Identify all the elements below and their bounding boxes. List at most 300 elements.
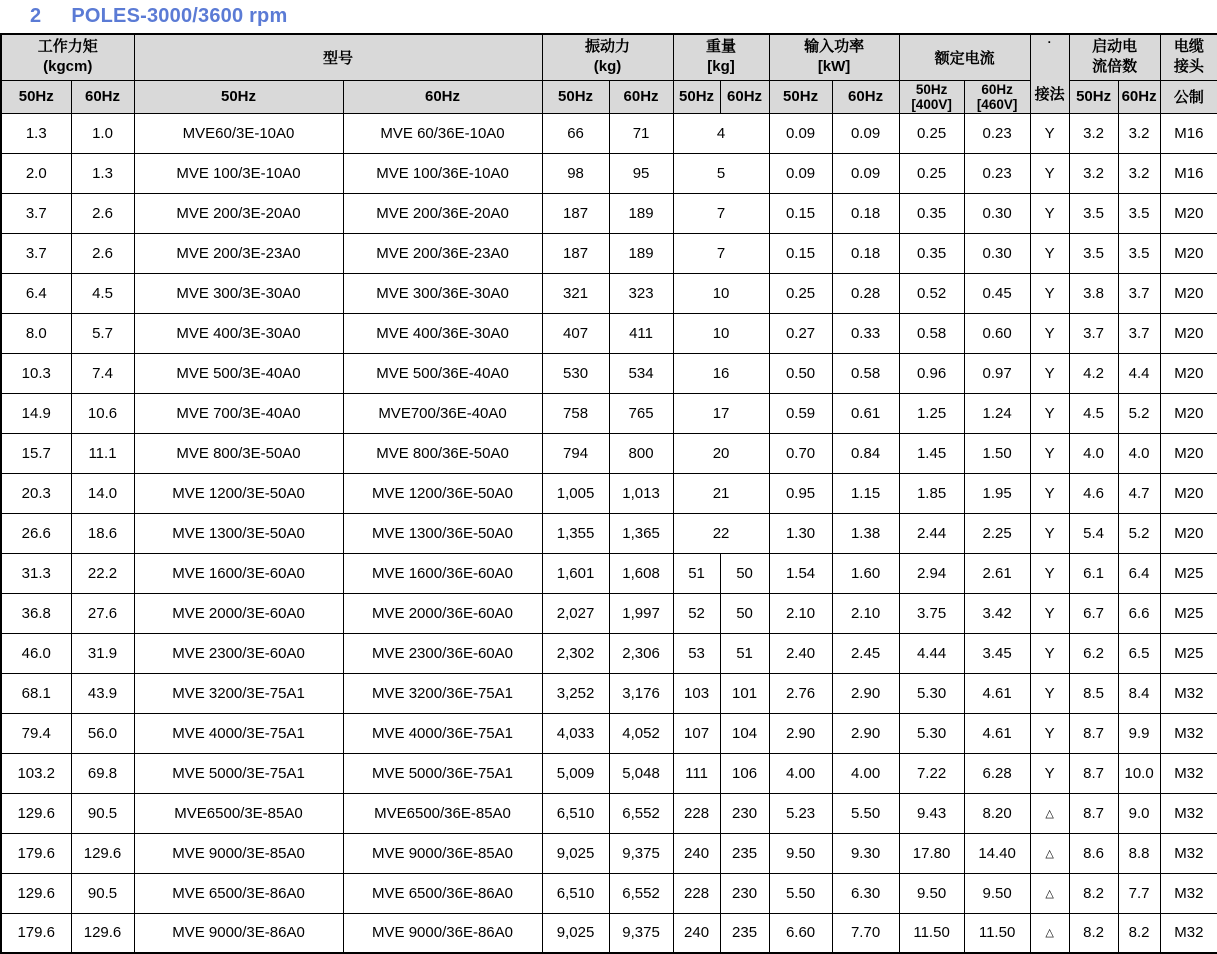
cell-connection: Y	[1030, 473, 1069, 513]
cell-vibration-50hz: 2,027	[542, 593, 609, 633]
cell-weight-50hz: 5	[673, 153, 769, 193]
subheader-power-50hz: 50Hz	[769, 80, 832, 113]
cell-cable-gland: M32	[1160, 753, 1217, 793]
cell-vibration-50hz: 4,033	[542, 713, 609, 753]
cell-power-50hz: 0.27	[769, 313, 832, 353]
cell-start-ratio-50hz: 4.0	[1069, 433, 1118, 473]
cell-power-60hz: 2.90	[832, 713, 899, 753]
cell-connection: Y	[1030, 153, 1069, 193]
cell-vibration-60hz: 800	[609, 433, 673, 473]
cell-torque-50hz: 3.7	[1, 193, 71, 233]
cell-current-60hz: 0.45	[964, 273, 1030, 313]
cell-current-50hz: 17.80	[899, 833, 964, 873]
cell-current-60hz: 0.97	[964, 353, 1030, 393]
cell-start-ratio-60hz: 9.0	[1118, 793, 1160, 833]
subheader-torque-50hz: 50Hz	[1, 80, 71, 113]
cell-weight-50hz: 4	[673, 113, 769, 153]
cell-current-50hz: 9.43	[899, 793, 964, 833]
cell-vibration-50hz: 187	[542, 233, 609, 273]
cell-torque-60hz: 1.3	[71, 153, 134, 193]
cell-power-60hz: 1.38	[832, 513, 899, 553]
cell-torque-50hz: 179.6	[1, 833, 71, 873]
cell-start-ratio-60hz: 3.5	[1118, 193, 1160, 233]
cell-start-ratio-50hz: 4.6	[1069, 473, 1118, 513]
cell-vibration-60hz: 534	[609, 353, 673, 393]
cell-vibration-60hz: 6,552	[609, 873, 673, 913]
cell-current-60hz: 9.50	[964, 873, 1030, 913]
cell-weight-50hz: 7	[673, 193, 769, 233]
cell-power-50hz: 0.15	[769, 233, 832, 273]
cell-start-ratio-50hz: 5.4	[1069, 513, 1118, 553]
cell-current-60hz: 4.61	[964, 713, 1030, 753]
cell-current-60hz: 6.28	[964, 753, 1030, 793]
cell-start-ratio-50hz: 3.8	[1069, 273, 1118, 313]
table-row	[1, 713, 1217, 753]
cell-torque-60hz: 4.5	[71, 273, 134, 313]
cell-start-ratio-60hz: 4.7	[1118, 473, 1160, 513]
subheader-vibration-50hz: 50Hz	[542, 80, 609, 113]
cell-start-ratio-60hz: 8.2	[1118, 913, 1160, 953]
cell-torque-50hz: 46.0	[1, 633, 71, 673]
cell-start-ratio-60hz: 3.5	[1118, 233, 1160, 273]
cell-torque-50hz: 26.6	[1, 513, 71, 553]
cell-cable-gland: M20	[1160, 353, 1217, 393]
cell-power-50hz: 1.30	[769, 513, 832, 553]
cell-torque-50hz: 31.3	[1, 553, 71, 593]
cell-vibration-60hz: 1,013	[609, 473, 673, 513]
cell-start-ratio-50hz: 8.6	[1069, 833, 1118, 873]
cell-vibration-60hz: 323	[609, 273, 673, 313]
cell-power-50hz: 1.54	[769, 553, 832, 593]
header-torque: 工作力矩 (kgcm)	[1, 34, 134, 80]
header-weight: 重量 [kg]	[673, 34, 769, 80]
cell-vibration-60hz: 411	[609, 313, 673, 353]
cell-model-50hz: MVE 2000/3E-60A0	[134, 593, 343, 633]
cell-start-ratio-50hz: 3.5	[1069, 193, 1118, 233]
cell-current-50hz: 9.50	[899, 873, 964, 913]
cell-current-60hz: 0.23	[964, 113, 1030, 153]
cell-power-60hz: 0.84	[832, 433, 899, 473]
header-connection-label: 接法	[1034, 86, 1065, 104]
section-number: 2	[30, 5, 42, 27]
cell-model-50hz: MVE 9000/3E-85A0	[134, 833, 343, 873]
cell-power-60hz: 0.09	[832, 113, 899, 153]
subheader-start-50hz: 50Hz	[1069, 80, 1118, 113]
cell-power-60hz: 0.33	[832, 313, 899, 353]
section-title-text: POLES-3000/3600 rpm	[71, 5, 288, 27]
cell-model-50hz: MVE 300/3E-30A0	[134, 273, 343, 313]
cell-model-50hz: MVE60/3E-10A0	[134, 113, 343, 153]
cell-power-60hz: 2.45	[832, 633, 899, 673]
table-row	[1, 633, 1217, 673]
cell-weight-60hz: 106	[720, 753, 769, 793]
cell-start-ratio-50hz: 8.7	[1069, 713, 1118, 753]
cell-weight-50hz: 52	[673, 593, 720, 633]
cell-cable-gland: M32	[1160, 673, 1217, 713]
table-row	[1, 593, 1217, 633]
cell-vibration-50hz: 66	[542, 113, 609, 153]
cell-power-60hz: 0.61	[832, 393, 899, 433]
cell-current-50hz: 2.44	[899, 513, 964, 553]
cell-current-50hz: 0.96	[899, 353, 964, 393]
cell-torque-60hz: 1.0	[71, 113, 134, 153]
table-row	[1, 153, 1217, 193]
cell-current-60hz: 11.50	[964, 913, 1030, 953]
cell-model-50hz: MVE 9000/3E-86A0	[134, 913, 343, 953]
cell-vibration-60hz: 1,997	[609, 593, 673, 633]
cell-vibration-60hz: 71	[609, 113, 673, 153]
cell-model-60hz: MVE 6500/36E-86A0	[343, 873, 542, 913]
cell-weight-50hz: 111	[673, 753, 720, 793]
cell-power-60hz: 5.50	[832, 793, 899, 833]
cell-start-ratio-50hz: 8.7	[1069, 793, 1118, 833]
cell-vibration-50hz: 5,009	[542, 753, 609, 793]
cell-torque-60hz: 27.6	[71, 593, 134, 633]
cell-connection: Y	[1030, 633, 1069, 673]
cell-connection: Y	[1030, 193, 1069, 233]
cell-weight-50hz: 7	[673, 233, 769, 273]
cell-connection: Y	[1030, 433, 1069, 473]
table-row	[1, 913, 1217, 953]
cell-power-60hz: 0.18	[832, 193, 899, 233]
subheader-metric: 公制	[1160, 80, 1217, 113]
cell-connection: Y	[1030, 553, 1069, 593]
cell-model-50hz: MVE 400/3E-30A0	[134, 313, 343, 353]
cell-start-ratio-60hz: 3.7	[1118, 273, 1160, 313]
header-vibration: 振动力 (kg)	[542, 34, 673, 80]
cell-vibration-60hz: 95	[609, 153, 673, 193]
cell-power-60hz: 0.09	[832, 153, 899, 193]
cell-power-50hz: 2.90	[769, 713, 832, 753]
cell-torque-50hz: 14.9	[1, 393, 71, 433]
cell-current-60hz: 8.20	[964, 793, 1030, 833]
cell-cable-gland: M32	[1160, 793, 1217, 833]
cell-current-50hz: 7.22	[899, 753, 964, 793]
cell-cable-gland: M16	[1160, 153, 1217, 193]
cell-vibration-60hz: 4,052	[609, 713, 673, 753]
cell-vibration-60hz: 5,048	[609, 753, 673, 793]
cell-torque-50hz: 10.3	[1, 353, 71, 393]
cell-start-ratio-60hz: 4.0	[1118, 433, 1160, 473]
cell-vibration-60hz: 6,552	[609, 793, 673, 833]
table-row	[1, 113, 1217, 153]
cell-model-50hz: MVE 200/3E-23A0	[134, 233, 343, 273]
cell-model-50hz: MVE 1300/3E-50A0	[134, 513, 343, 553]
subheader-power-60hz: 60Hz	[832, 80, 899, 113]
table-row	[1, 433, 1217, 473]
cell-weight-60hz: 104	[720, 713, 769, 753]
cell-torque-50hz: 8.0	[1, 313, 71, 353]
cell-weight-50hz: 240	[673, 833, 720, 873]
cell-current-60hz: 0.60	[964, 313, 1030, 353]
cell-torque-50hz: 179.6	[1, 913, 71, 953]
header-starting-current-ratio: 启动电 流倍数	[1069, 34, 1160, 80]
cell-power-60hz: 2.10	[832, 593, 899, 633]
cell-start-ratio-60hz: 8.4	[1118, 673, 1160, 713]
cell-connection: Y	[1030, 673, 1069, 713]
cell-power-60hz: 0.28	[832, 273, 899, 313]
cell-current-50hz: 3.75	[899, 593, 964, 633]
cell-connection: △	[1030, 913, 1069, 953]
cell-model-60hz: MVE700/36E-40A0	[343, 393, 542, 433]
cell-torque-60hz: 7.4	[71, 353, 134, 393]
cell-model-60hz: MVE 200/36E-20A0	[343, 193, 542, 233]
cell-current-60hz: 2.25	[964, 513, 1030, 553]
cell-vibration-50hz: 2,302	[542, 633, 609, 673]
cell-weight-50hz: 21	[673, 473, 769, 513]
cell-weight-50hz: 107	[673, 713, 720, 753]
cell-vibration-60hz: 3,176	[609, 673, 673, 713]
cell-current-60hz: 0.23	[964, 153, 1030, 193]
cell-start-ratio-50hz: 4.2	[1069, 353, 1118, 393]
cell-cable-gland: M25	[1160, 553, 1217, 593]
cell-start-ratio-60hz: 5.2	[1118, 513, 1160, 553]
subheader-weight-60hz: 60Hz	[720, 80, 769, 113]
cell-current-60hz: 2.61	[964, 553, 1030, 593]
cell-model-50hz: MVE 4000/3E-75A1	[134, 713, 343, 753]
header-rated-current: 额定电流	[899, 34, 1030, 80]
cell-start-ratio-50hz: 8.5	[1069, 673, 1118, 713]
cell-start-ratio-50hz: 8.7	[1069, 753, 1118, 793]
cell-start-ratio-60hz: 7.7	[1118, 873, 1160, 913]
cell-current-60hz: 4.61	[964, 673, 1030, 713]
cell-connection: Y	[1030, 353, 1069, 393]
cell-weight-50hz: 20	[673, 433, 769, 473]
cell-cable-gland: M20	[1160, 313, 1217, 353]
table-header	[1, 34, 1217, 113]
table-row	[1, 793, 1217, 833]
cell-power-50hz: 0.09	[769, 113, 832, 153]
cell-power-60hz: 4.00	[832, 753, 899, 793]
table-row	[1, 753, 1217, 793]
cell-torque-60hz: 2.6	[71, 193, 134, 233]
cell-model-50hz: MVE 5000/3E-75A1	[134, 753, 343, 793]
cell-vibration-50hz: 6,510	[542, 873, 609, 913]
table-row	[1, 513, 1217, 553]
cell-torque-50hz: 68.1	[1, 673, 71, 713]
cell-power-50hz: 0.25	[769, 273, 832, 313]
table-row	[1, 673, 1217, 713]
cell-model-60hz: MVE 1600/36E-60A0	[343, 553, 542, 593]
cell-power-50hz: 5.23	[769, 793, 832, 833]
cell-cable-gland: M20	[1160, 473, 1217, 513]
cell-vibration-60hz: 765	[609, 393, 673, 433]
cell-vibration-60hz: 2,306	[609, 633, 673, 673]
cell-torque-50hz: 103.2	[1, 753, 71, 793]
cell-torque-60hz: 43.9	[71, 673, 134, 713]
cell-model-50hz: MVE6500/3E-85A0	[134, 793, 343, 833]
cell-current-50hz: 1.45	[899, 433, 964, 473]
cell-model-60hz: MVE 5000/36E-75A1	[343, 753, 542, 793]
cell-torque-60hz: 56.0	[71, 713, 134, 753]
cell-current-60hz: 1.95	[964, 473, 1030, 513]
cell-connection: △	[1030, 873, 1069, 913]
table-row	[1, 233, 1217, 273]
cell-model-50hz: MVE 200/3E-20A0	[134, 193, 343, 233]
cell-torque-60hz: 2.6	[71, 233, 134, 273]
table-row	[1, 833, 1217, 873]
cell-model-50hz: MVE 2300/3E-60A0	[134, 633, 343, 673]
cell-current-50hz: 0.25	[899, 113, 964, 153]
cell-vibration-50hz: 758	[542, 393, 609, 433]
table-body	[1, 113, 1217, 953]
cell-weight-60hz: 50	[720, 553, 769, 593]
cell-start-ratio-60hz: 3.2	[1118, 153, 1160, 193]
cell-connection: Y	[1030, 753, 1069, 793]
cell-current-50hz: 2.94	[899, 553, 964, 593]
cell-cable-gland: M25	[1160, 593, 1217, 633]
cell-start-ratio-50hz: 8.2	[1069, 873, 1118, 913]
cell-vibration-60hz: 189	[609, 233, 673, 273]
cell-torque-60hz: 22.2	[71, 553, 134, 593]
cell-model-60hz: MVE 1200/36E-50A0	[343, 473, 542, 513]
table-row	[1, 273, 1217, 313]
cell-cable-gland: M20	[1160, 233, 1217, 273]
cell-current-50hz: 5.30	[899, 673, 964, 713]
subheader-start-60hz: 60Hz	[1118, 80, 1160, 113]
cell-power-50hz: 9.50	[769, 833, 832, 873]
cell-torque-50hz: 79.4	[1, 713, 71, 753]
subheader-weight-50hz: 50Hz	[673, 80, 720, 113]
cell-current-50hz: 4.44	[899, 633, 964, 673]
cell-cable-gland: M20	[1160, 513, 1217, 553]
cell-torque-50hz: 129.6	[1, 873, 71, 913]
cell-weight-60hz: 235	[720, 833, 769, 873]
cell-power-50hz: 0.09	[769, 153, 832, 193]
cell-vibration-50hz: 187	[542, 193, 609, 233]
cell-torque-50hz: 1.3	[1, 113, 71, 153]
cell-connection: Y	[1030, 313, 1069, 353]
cell-start-ratio-50hz: 6.1	[1069, 553, 1118, 593]
cell-current-60hz: 14.40	[964, 833, 1030, 873]
cell-cable-gland: M20	[1160, 193, 1217, 233]
cell-torque-60hz: 129.6	[71, 833, 134, 873]
cell-model-60hz: MVE 9000/36E-86A0	[343, 913, 542, 953]
cell-start-ratio-60hz: 8.8	[1118, 833, 1160, 873]
cell-weight-50hz: 103	[673, 673, 720, 713]
cell-torque-60hz: 69.8	[71, 753, 134, 793]
cell-model-60hz: MVE 500/36E-40A0	[343, 353, 542, 393]
cell-start-ratio-50hz: 8.2	[1069, 913, 1118, 953]
cell-weight-50hz: 53	[673, 633, 720, 673]
cell-vibration-50hz: 794	[542, 433, 609, 473]
cell-start-ratio-60hz: 10.0	[1118, 753, 1160, 793]
table-row	[1, 313, 1217, 353]
cell-vibration-50hz: 98	[542, 153, 609, 193]
cell-vibration-50hz: 321	[542, 273, 609, 313]
cell-current-50hz: 0.58	[899, 313, 964, 353]
cell-connection: Y	[1030, 233, 1069, 273]
cell-weight-50hz: 16	[673, 353, 769, 393]
cell-start-ratio-60hz: 9.9	[1118, 713, 1160, 753]
cell-model-60hz: MVE 4000/36E-75A1	[343, 713, 542, 753]
header-cable-gland: 电缆 接头	[1160, 34, 1217, 80]
cell-torque-50hz: 2.0	[1, 153, 71, 193]
cell-cable-gland: M20	[1160, 393, 1217, 433]
cell-current-50hz: 1.25	[899, 393, 964, 433]
cell-power-50hz: 0.70	[769, 433, 832, 473]
subheader-vibration-60hz: 60Hz	[609, 80, 673, 113]
cell-power-50hz: 0.59	[769, 393, 832, 433]
cell-start-ratio-60hz: 4.4	[1118, 353, 1160, 393]
cell-start-ratio-60hz: 6.5	[1118, 633, 1160, 673]
cell-weight-50hz: 228	[673, 873, 720, 913]
cell-vibration-50hz: 9,025	[542, 913, 609, 953]
cell-weight-60hz: 51	[720, 633, 769, 673]
cell-model-60hz: MVE 800/36E-50A0	[343, 433, 542, 473]
cell-connection: Y	[1030, 713, 1069, 753]
cell-cable-gland: M20	[1160, 273, 1217, 313]
cell-power-60hz: 7.70	[832, 913, 899, 953]
cell-weight-50hz: 228	[673, 793, 720, 833]
cell-model-60hz: MVE 2000/36E-60A0	[343, 593, 542, 633]
cell-current-60hz: 0.30	[964, 233, 1030, 273]
cell-connection: Y	[1030, 513, 1069, 553]
cell-model-60hz: MVE 3200/36E-75A1	[343, 673, 542, 713]
cell-connection: Y	[1030, 393, 1069, 433]
cell-power-50hz: 0.95	[769, 473, 832, 513]
cell-power-50hz: 2.76	[769, 673, 832, 713]
cell-current-50hz: 11.50	[899, 913, 964, 953]
dot-mark: ·	[1047, 35, 1052, 50]
subheader-torque-60hz: 60Hz	[71, 80, 134, 113]
header-input-power: 输入功率 [kW]	[769, 34, 899, 80]
cell-cable-gland: M32	[1160, 913, 1217, 953]
cell-power-50hz: 6.60	[769, 913, 832, 953]
cell-torque-60hz: 14.0	[71, 473, 134, 513]
cell-current-50hz: 0.35	[899, 193, 964, 233]
cell-start-ratio-60hz: 3.7	[1118, 313, 1160, 353]
cell-weight-60hz: 230	[720, 873, 769, 913]
cell-vibration-60hz: 9,375	[609, 833, 673, 873]
table-row	[1, 873, 1217, 913]
cell-torque-60hz: 10.6	[71, 393, 134, 433]
cell-power-60hz: 1.15	[832, 473, 899, 513]
cell-cable-gland: M16	[1160, 113, 1217, 153]
cell-current-60hz: 3.45	[964, 633, 1030, 673]
cell-power-60hz: 1.60	[832, 553, 899, 593]
cell-start-ratio-50hz: 6.7	[1069, 593, 1118, 633]
cell-model-60hz: MVE 60/36E-10A0	[343, 113, 542, 153]
cell-vibration-50hz: 9,025	[542, 833, 609, 873]
cell-weight-60hz: 230	[720, 793, 769, 833]
cell-torque-60hz: 31.9	[71, 633, 134, 673]
cell-current-50hz: 1.85	[899, 473, 964, 513]
cell-power-60hz: 0.58	[832, 353, 899, 393]
cell-power-60hz: 0.18	[832, 233, 899, 273]
subheader-current-50hz-400v: 50Hz [400V]	[899, 80, 964, 113]
cell-vibration-60hz: 9,375	[609, 913, 673, 953]
cell-current-60hz: 1.50	[964, 433, 1030, 473]
cell-model-50hz: MVE 700/3E-40A0	[134, 393, 343, 433]
cell-model-60hz: MVE 300/36E-30A0	[343, 273, 542, 313]
cell-start-ratio-60hz: 5.2	[1118, 393, 1160, 433]
cell-model-60hz: MVE 2300/36E-60A0	[343, 633, 542, 673]
cell-model-60hz: MVE 400/36E-30A0	[343, 313, 542, 353]
cell-power-50hz: 0.50	[769, 353, 832, 393]
cell-torque-50hz: 3.7	[1, 233, 71, 273]
cell-current-60hz: 3.42	[964, 593, 1030, 633]
cell-start-ratio-50hz: 3.2	[1069, 153, 1118, 193]
cell-cable-gland: M32	[1160, 833, 1217, 873]
cell-model-60hz: MVE 100/36E-10A0	[343, 153, 542, 193]
cell-connection: Y	[1030, 273, 1069, 313]
cell-torque-60hz: 90.5	[71, 793, 134, 833]
cell-cable-gland: M25	[1160, 633, 1217, 673]
cell-start-ratio-50hz: 3.5	[1069, 233, 1118, 273]
cell-weight-50hz: 10	[673, 273, 769, 313]
cell-connection: △	[1030, 833, 1069, 873]
